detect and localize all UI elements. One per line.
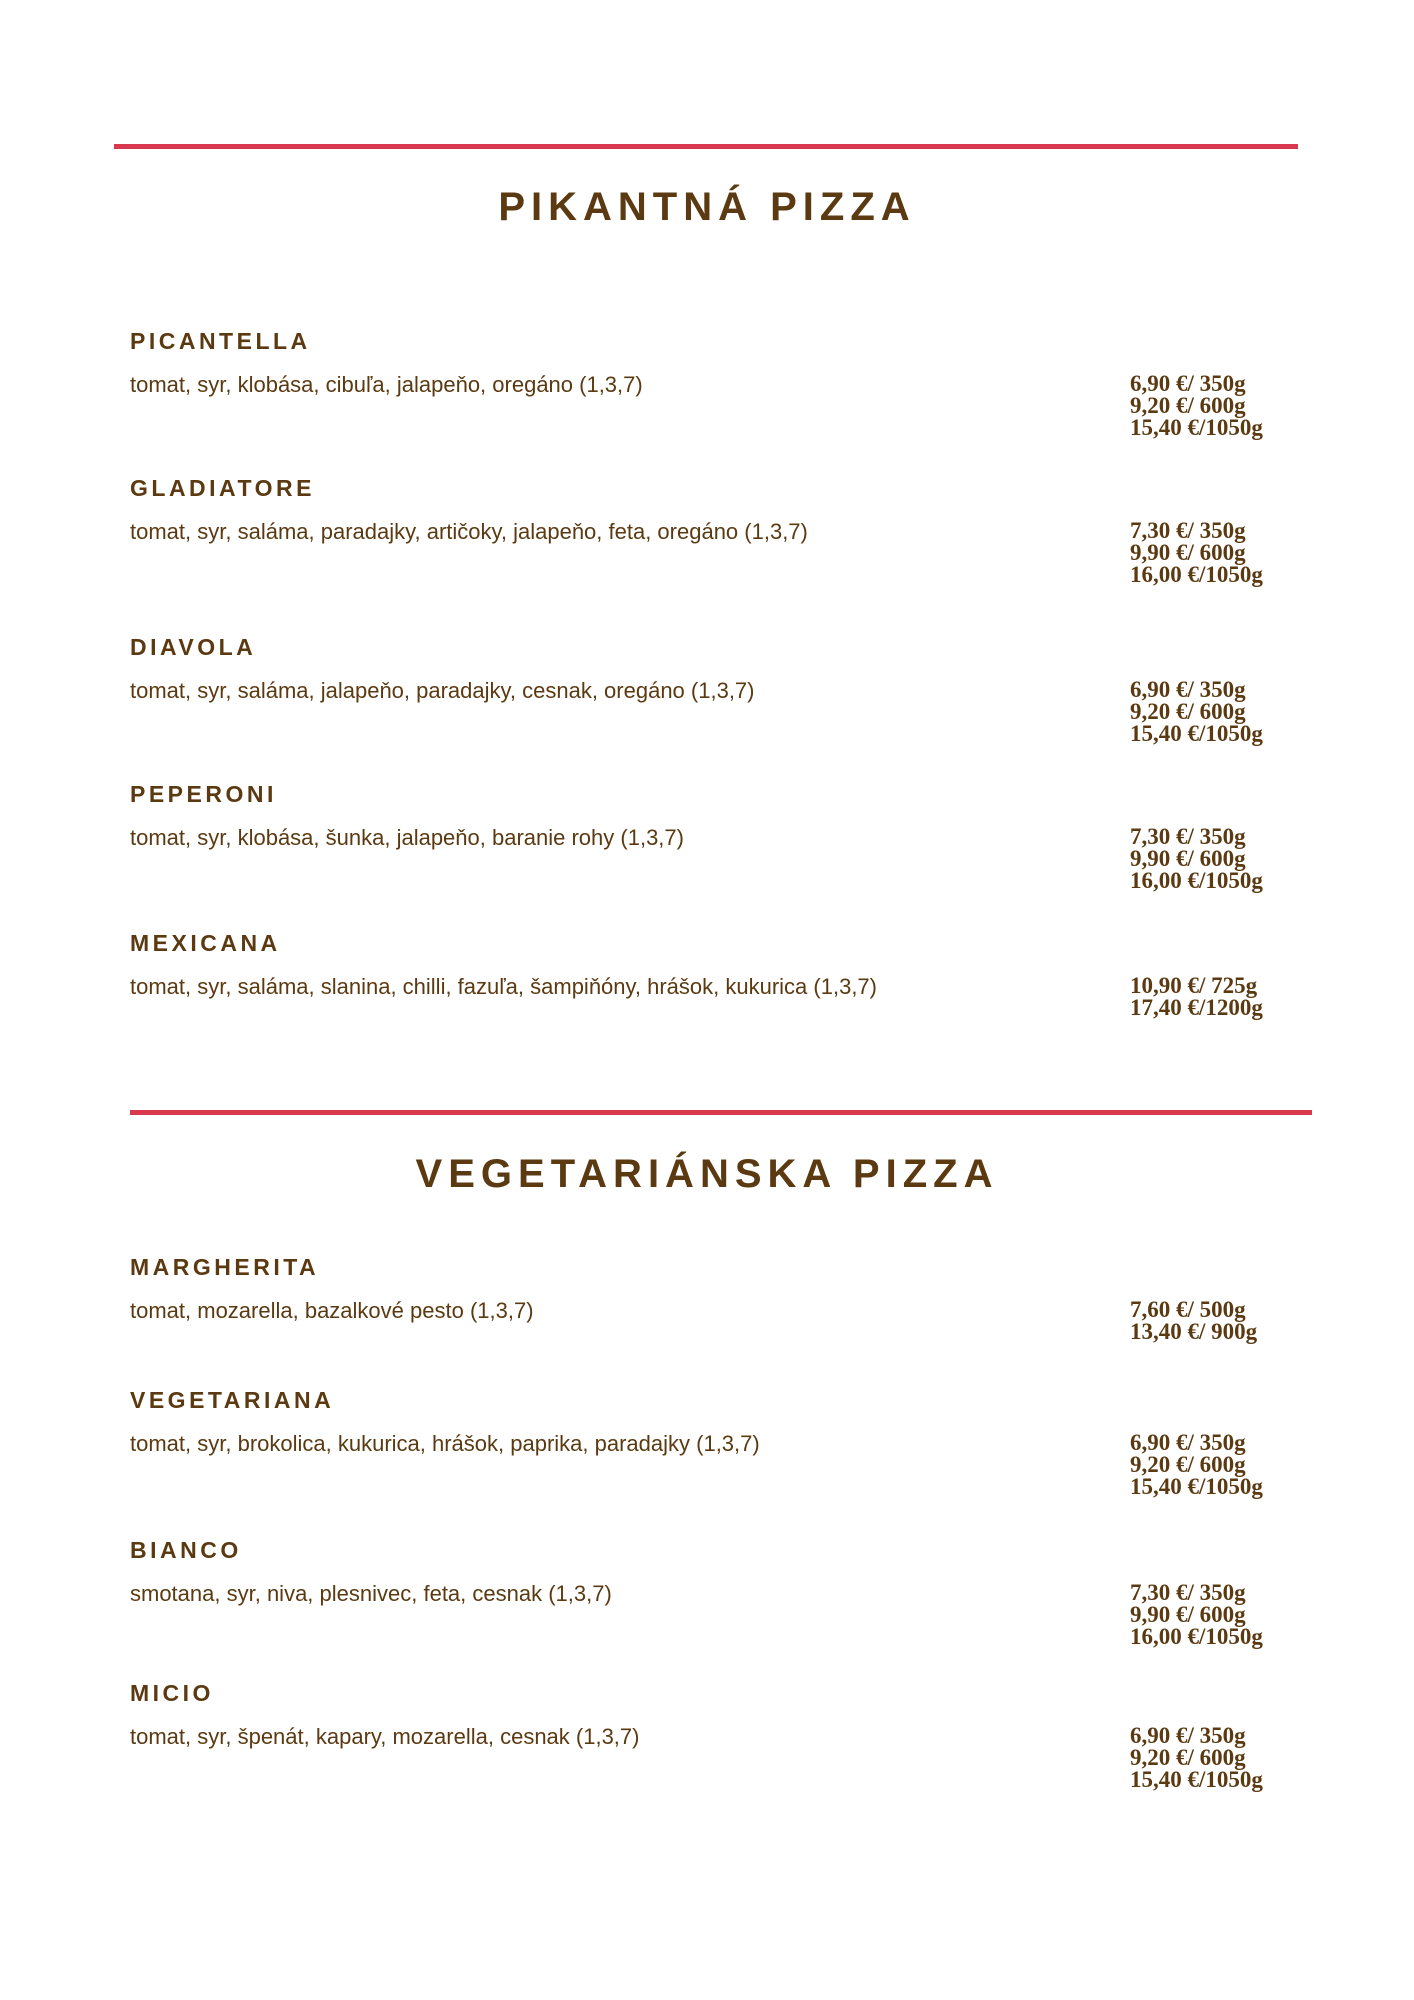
menu-item-mexicana — [130, 929, 1300, 1020]
price-line: 9,90 €/ 600g — [1130, 540, 1246, 565]
price-line: 15,40 €/1050g — [1130, 1474, 1263, 1499]
price-line: 16,00 €/1050g — [1130, 868, 1263, 893]
menu-item-peperoni — [130, 780, 1300, 893]
item-description: tomat, syr, klobása, šunka, jalapeňo, baranie rohy (1,3,7) — [130, 825, 684, 850]
menu-item-gladiatore — [130, 474, 1300, 587]
price-line: 9,90 €/ 600g — [1130, 1602, 1246, 1627]
price-line: 6,90 €/ 350g — [1130, 1430, 1246, 1455]
item-name: MARGHERITA — [130, 1254, 320, 1280]
item-name: PICANTELLA — [130, 328, 311, 354]
menu-item-vegetariana — [130, 1386, 1300, 1499]
price-line: 15,40 €/1050g — [1130, 415, 1263, 440]
section-divider — [130, 1110, 1312, 1115]
item-prices — [1130, 679, 1263, 745]
section-divider — [114, 144, 1298, 149]
price-line: 7,60 €/ 500g — [1130, 1297, 1246, 1322]
item-description: tomat, syr, špenát, kapary, mozarella, cesnak (1,3,7) — [130, 1724, 640, 1749]
section-title: PIKANTNÁ PIZZA — [498, 185, 916, 229]
item-name: DIAVOLA — [130, 634, 257, 660]
item-prices — [1130, 975, 1263, 1019]
item-prices — [1130, 826, 1263, 892]
item-description: smotana, syr, niva, plesnivec, feta, cesnak (1,3,7) — [130, 1581, 612, 1606]
menu-item-bianco — [130, 1536, 1300, 1649]
price-line: 7,30 €/ 350g — [1130, 824, 1246, 849]
item-prices — [1130, 1582, 1263, 1648]
price-line: 16,00 €/1050g — [1130, 1624, 1263, 1649]
price-line: 16,00 €/1050g — [1130, 562, 1263, 587]
menu-item-picantella — [130, 327, 1300, 440]
price-line: 15,40 €/1050g — [1130, 1767, 1263, 1792]
section-title: VEGETARIÁNSKA PIZZA — [415, 1152, 999, 1196]
menu-item-margherita — [130, 1253, 1300, 1344]
item-name: MICIO — [130, 1680, 214, 1706]
item-prices — [1130, 1299, 1257, 1343]
item-name: VEGETARIANA — [130, 1387, 335, 1413]
item-prices — [1130, 373, 1263, 439]
item-description: tomat, syr, saláma, paradajky, artičoky, jalapeňo, feta, oregáno (1,3,7) — [130, 519, 808, 544]
price-line: 7,30 €/ 350g — [1130, 1580, 1246, 1605]
item-name: PEPERONI — [130, 781, 277, 807]
price-line: 7,30 €/ 350g — [1130, 518, 1246, 543]
item-prices — [1130, 1432, 1263, 1498]
menu-item-micio — [130, 1679, 1300, 1792]
item-description: tomat, syr, klobása, cibuľa, jalapeňo, oregáno (1,3,7) — [130, 372, 643, 397]
price-line: 15,40 €/1050g — [1130, 721, 1263, 746]
price-line: 9,20 €/ 600g — [1130, 1452, 1246, 1477]
item-prices — [1130, 1725, 1263, 1791]
item-name: BIANCO — [130, 1537, 242, 1563]
item-name: MEXICANA — [130, 930, 281, 956]
price-line: 17,40 €/1200g — [1130, 995, 1263, 1020]
item-description: tomat, syr, brokolica, kukurica, hrášok, paprika, paradajky (1,3,7) — [130, 1431, 760, 1456]
menu-item-diavola — [130, 633, 1300, 746]
price-line: 6,90 €/ 350g — [1130, 1723, 1246, 1748]
price-line: 6,90 €/ 350g — [1130, 371, 1246, 396]
item-description: tomat, syr, saláma, jalapeňo, paradajky, cesnak, oregáno (1,3,7) — [130, 678, 755, 703]
item-name: GLADIATORE — [130, 475, 315, 501]
price-line: 9,20 €/ 600g — [1130, 699, 1246, 724]
price-line: 13,40 €/ 900g — [1130, 1319, 1258, 1344]
price-line: 6,90 €/ 350g — [1130, 677, 1246, 702]
price-line: 9,90 €/ 600g — [1130, 846, 1246, 871]
price-line: 9,20 €/ 600g — [1130, 393, 1246, 418]
item-description: tomat, syr, saláma, slanina, chilli, fazuľa, šampiňóny, hrášok, kukurica (1,3,7) — [130, 974, 877, 999]
item-description: tomat, mozarella, bazalkové pesto (1,3,7) — [130, 1298, 534, 1323]
price-line: 9,20 €/ 600g — [1130, 1745, 1246, 1770]
item-prices — [1130, 520, 1263, 586]
price-line: 10,90 €/ 725g — [1130, 973, 1258, 998]
